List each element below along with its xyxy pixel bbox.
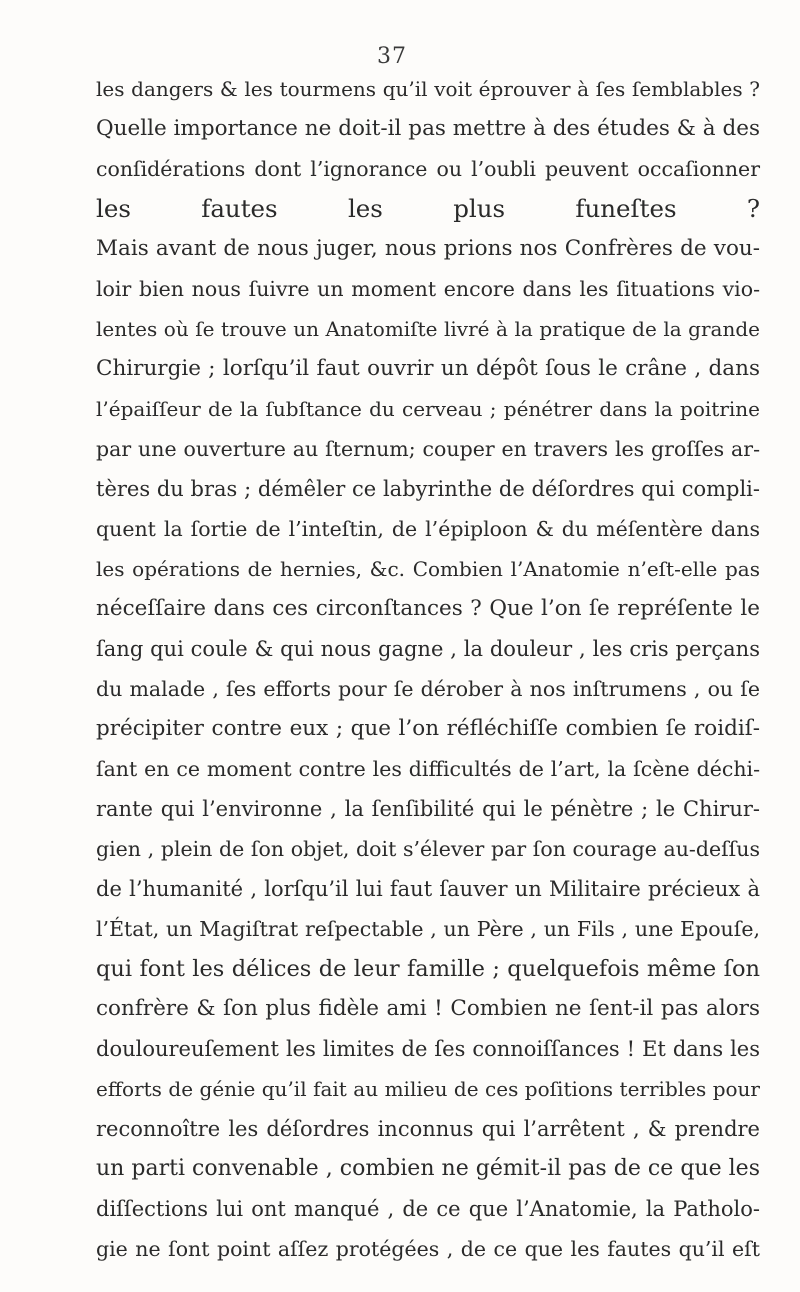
text-line: néceſſaire dans ces circonſtances ? Que l’on ſe repréſente le [96,596,760,621]
text-line: ſang qui coule & qui nous gagne , la douleur , les cris perçans [96,637,760,661]
text-line: ſant en ce moment contre les difficultés de l’art, la ſcène déchi- [96,757,760,781]
text-line: l’épaiſſeur de la ſubſtance du cerveau ; pénétrer dans la poitrine [96,397,760,421]
text-line: qui font les délices de leur famille ; quelquefois même ſon [96,956,760,982]
text-line: les opérations de hernies, &c. Combien l’Anatomie n’eſt-elle pas [96,557,760,581]
text-line: un parti convenable , combien ne gémit-il pas de ce que les [96,1156,760,1181]
text-line: loir bien nous ſuivre un moment encore dans les ſituations vio- [96,277,760,301]
text-line: confrère & ſon plus fidèle ami ! Combien ne ſent-il pas alors [96,996,760,1021]
text-line: les dangers & les tourmens qu’il voit éprouver à ſes ſemblables ? [96,77,760,101]
text-line: gie ne ſont point aſſez protégées , de ce que les fautes qu’il eſt [96,1237,760,1261]
text-line: rante qui l’environne , la ſenſibilité qui le pénètre ; le Chirur- [96,797,760,821]
body-text [96,69,760,1269]
text-line: conſidérations dont l’ignorance ou l’oubli peuvent occaſionner [96,157,760,181]
text-line: quent la ſortie de l’inteſtin, de l’épiploon & du méſentère dans [96,517,760,541]
text-line: Chirurgie ; lorſqu’il faut ouvrir un dépôt ſous le crâne , dans [96,356,760,381]
text-line: reconnoître les déſordres inconnus qui l’arrêtent , & prendre [96,1117,760,1141]
text-line: tères du bras ; démêler ce labyrinthe de déſordres qui compli- [96,477,760,501]
text-line: lentes où ſe trouve un Anatomiſte livré à la pratique de la grande [96,317,760,341]
text-line: l’État, un Magiſtrat reſpectable , un Père , un Fils , une Epouſe, [96,917,760,941]
text-line: Mais avant de nous juger, nous prions nos Confrères de vou- [96,236,760,261]
text-line: par une ouverture au ſternum; couper en travers les groſſes ar- [96,437,760,461]
text-line: précipiter contre eux ; que l’on réfléchiſſe combien ſe roidiſ- [96,716,760,741]
text-line: du malade , ſes efforts pour ſe dérober à nos inſtrumens , ou ſe [96,677,760,701]
text-line: douloureuſement les limites de ſes connoiſſances ! Et dans les [96,1037,760,1061]
page-number: 37 [377,44,407,69]
text-line: de l’humanité , lorſqu’il lui faut ſauver un Militaire précieux à [96,877,760,901]
text-line: diſſections lui ont manqué , de ce que l’Anatomie, la Patholo- [96,1197,760,1221]
text-line: gien , plein de ſon objet, doit s’élever par ſon courage au-deſſus [96,837,760,861]
text-line: les fautes les plus funeſtes ? [96,194,760,223]
text-line: efforts de génie qu’il fait au milieu de ces poſitions terribles pour [96,1077,760,1101]
text-line: Quelle importance ne doit-il pas mettre à des études & à des [96,116,760,141]
